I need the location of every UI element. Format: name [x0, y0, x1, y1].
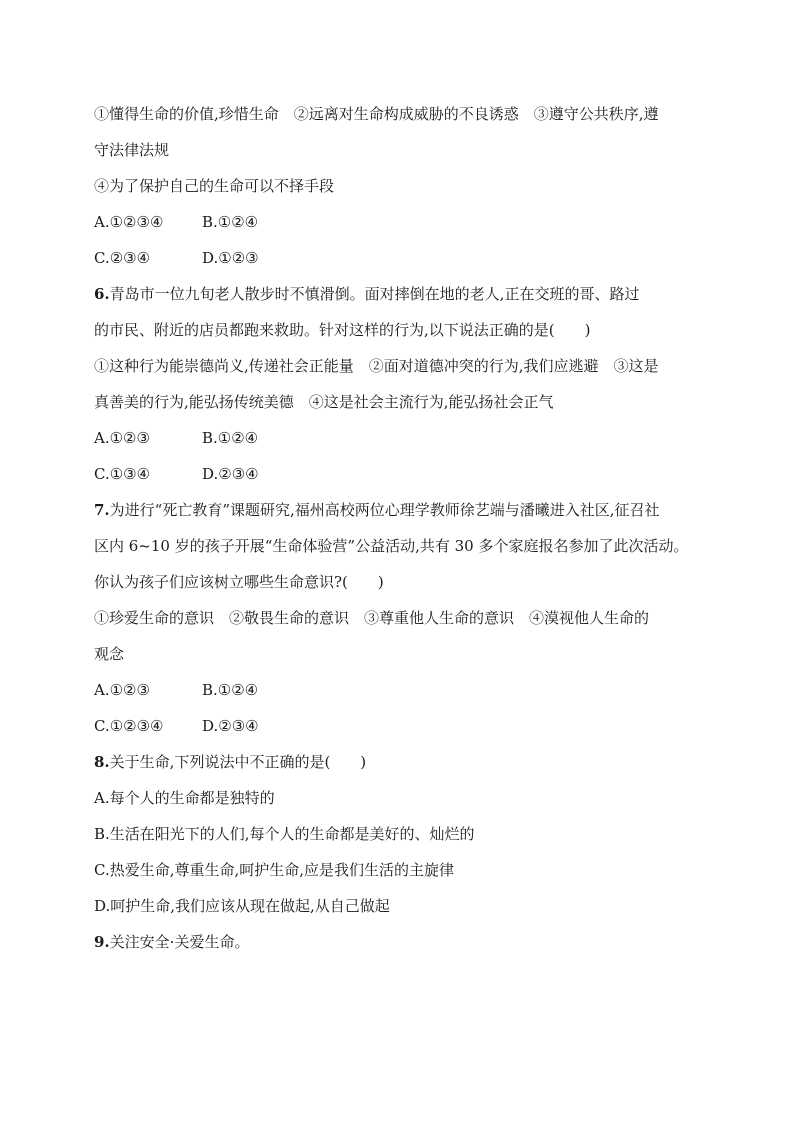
q5-options-row-1 [94, 204, 714, 240]
q7-stem-line-1 [94, 492, 714, 528]
q5-options-row-2 [94, 240, 714, 276]
q7-statement-line-1: ①珍爱生命的意识 ②敬畏生命的意识 ③尊重他人生命的意识 ④漠视他人生命的 [94, 609, 650, 627]
q7-option-c[interactable]: C.①②③④ [94, 717, 164, 735]
q8-number: 8. [94, 753, 110, 771]
q7-options-row-2 [94, 708, 714, 744]
q9-stem [94, 924, 714, 960]
q6-statement-line-2: 真善美的行为,能弘扬传统美德 ④这是社会主流行为,能弘扬社会正气 [94, 393, 554, 411]
q7-options-row-1 [94, 672, 714, 708]
q8-stem-text: 关于生命,下列说法中不正确的是( ) [109, 753, 367, 771]
q5-option-c[interactable]: C.②③④ [94, 249, 151, 267]
q6-option-b[interactable]: B.①②④ [202, 429, 259, 447]
q7-option-a[interactable]: A.①②③ [94, 681, 150, 699]
q6-option-a[interactable]: A.①②③ [94, 429, 150, 447]
q6-option-c[interactable]: C.①③④ [94, 465, 151, 483]
q9-stem-text: 关注安全·关爱生命。 [109, 933, 250, 951]
q7-number: 7. [94, 501, 110, 519]
q7-option-d[interactable]: D.②③④ [202, 717, 259, 735]
q6-options-row-2 [94, 456, 714, 492]
q6-options-row-1 [94, 420, 714, 456]
q8-stem [94, 744, 714, 780]
q6-number: 6. [94, 285, 110, 303]
q9-number: 9. [94, 933, 110, 951]
q6-statement-line-1: ①这种行为能崇德尚义,传递社会正能量 ②面对道德冲突的行为,我们应逃避 ③这是 [94, 357, 659, 375]
document-page [94, 96, 714, 960]
q8-option-a[interactable]: A.每个人的生命都是独特的 [94, 789, 275, 807]
q5-statement-line-3: ④为了保护自己的生命可以不择手段 [94, 177, 335, 195]
q8-option-c[interactable]: C.热爱生命,尊重生命,呵护生命,应是我们生活的主旋律 [94, 861, 455, 879]
q6-stem-text-1: 青岛市一位九旬老人散步时不慎滑倒。面对摔倒在地的老人,正在交班的哥、路过 [109, 285, 640, 303]
q7-stem-line-3: 你认为孩子们应该树立哪些生命意识?( ) [94, 573, 384, 591]
q7-stem-text-1: 为进行“死亡教育”课题研究,福州高校两位心理学教师徐艺端与潘曦进入社区,征召社 [109, 501, 660, 519]
q7-option-b[interactable]: B.①②④ [202, 681, 259, 699]
q6-option-d[interactable]: D.②③④ [202, 465, 259, 483]
q5-option-a[interactable]: A.①②③④ [94, 213, 164, 231]
q5-statement-line-1: ①懂得生命的价值,珍惜生命 ②远离对生命构成威胁的不良诱惑 ③遵守公共秩序,遵 [94, 105, 659, 123]
q5-option-b[interactable]: B.①②④ [202, 213, 259, 231]
q7-statement-line-2: 观念 [94, 645, 125, 663]
q6-stem-line-1 [94, 276, 714, 312]
q5-option-d[interactable]: D.①②③ [202, 249, 259, 267]
q8-option-b[interactable]: B.生活在阳光下的人们,每个人的生命都是美好的、灿烂的 [94, 825, 475, 843]
q5-statement-line-2: 守法律法规 [94, 141, 170, 159]
q8-option-d[interactable]: D.呵护生命,我们应该从现在做起,从自己做起 [94, 897, 390, 915]
q6-stem-line-2: 的市民、附近的店员都跑来救助。针对这样的行为,以下说法正确的是( ) [94, 321, 591, 339]
q7-stem-line-2: 区内 6~10 岁的孩子开展“生命体验营”公益活动,共有 30 多个家庭报名参加了此次活动。 [94, 537, 689, 555]
